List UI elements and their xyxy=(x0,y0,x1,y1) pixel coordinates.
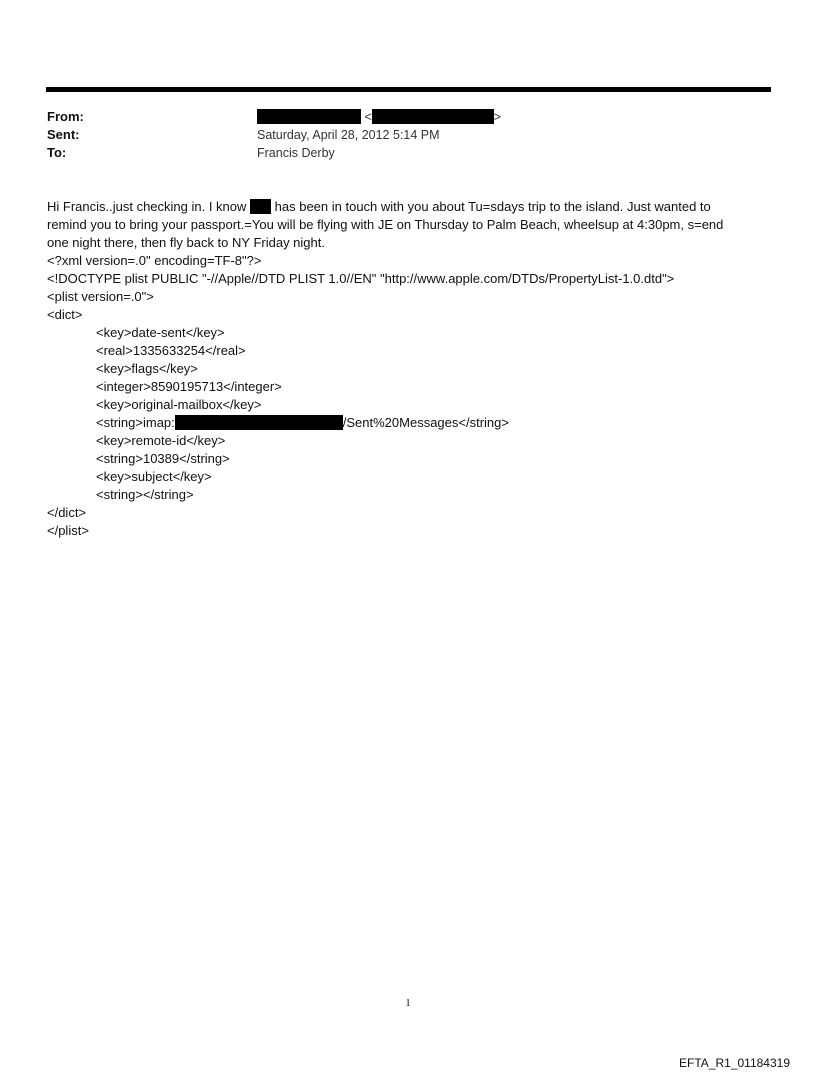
from-value xyxy=(257,108,501,126)
body-line xyxy=(47,198,767,216)
xml-line: <string>10389</string> xyxy=(96,451,230,466)
redacted-name xyxy=(250,199,271,214)
xml-line: <integer>8590195713</integer> xyxy=(96,379,282,394)
email-body xyxy=(47,198,767,540)
sent-label: Sent: xyxy=(47,127,80,142)
body-text-segment: Hi Francis..just checking in. I know xyxy=(47,199,251,214)
sent-value: Saturday, April 28, 2012 5:14 PM xyxy=(257,128,440,142)
xml-line: <?xml version=.0" encoding=TF-8"?> xyxy=(47,253,262,268)
redacted-sender-name xyxy=(257,109,361,124)
page-number: 1 xyxy=(405,997,411,1009)
redacted-sender-email xyxy=(372,109,494,124)
xml-line xyxy=(47,414,767,432)
body-line: one night there, then fly back to NY Friday night. xyxy=(47,235,325,250)
from-lt: < xyxy=(364,110,372,124)
xml-text-segment: <string>imap: xyxy=(96,415,175,430)
xml-text-segment: /Sent%20Messages</string> xyxy=(342,415,509,430)
from-gt: > xyxy=(493,110,502,124)
body-line: remind you to bring your passport.=You will be flying with JE on Thursday to Palm Beach, wheelsup at 4:30pm, s=end xyxy=(47,217,724,232)
xml-line: <key>subject</key> xyxy=(96,469,212,484)
xml-line: <string></string> xyxy=(96,487,194,502)
xml-line: <dict> xyxy=(47,307,83,322)
xml-line: <real>1335633254</real> xyxy=(96,343,246,358)
document-id: EFTA_R1_01184319 xyxy=(679,1056,790,1070)
to-value: Francis Derby xyxy=(257,146,335,160)
xml-line: </dict> xyxy=(47,505,87,520)
to-label: To: xyxy=(47,145,67,160)
xml-line: <plist version=.0"> xyxy=(47,289,154,304)
xml-line: <key>remote-id</key> xyxy=(96,433,226,448)
body-text-segment: has been in touch with you about Tu=sdays trip to the island. Just wanted to xyxy=(271,199,711,214)
xml-line: <!DOCTYPE plist PUBLIC "-//Apple//DTD PLIST 1.0//EN" "http://www.apple.com/DTDs/PropertyList-1.0.dtd"> xyxy=(47,271,675,286)
xml-line: </plist> xyxy=(47,523,89,538)
xml-line: <key>original-mailbox</key> xyxy=(96,397,262,412)
xml-line: <key>flags</key> xyxy=(96,361,198,376)
xml-line: <key>date-sent</key> xyxy=(96,325,225,340)
redacted-mailbox xyxy=(175,415,343,430)
header-rule xyxy=(46,87,771,92)
from-label: From: xyxy=(47,109,84,124)
